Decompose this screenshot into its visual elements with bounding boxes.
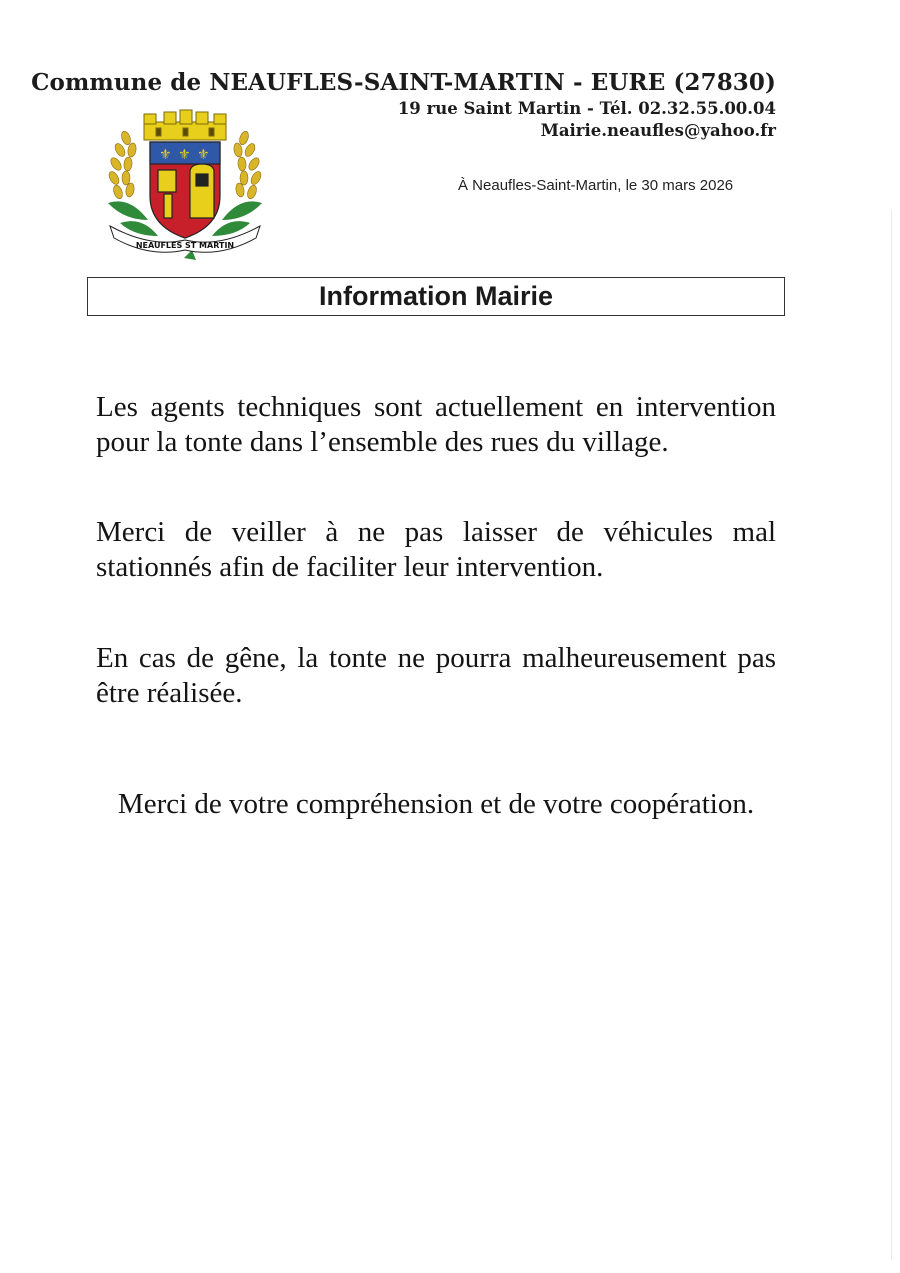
svg-text:⚜: ⚜: [197, 147, 210, 163]
shield-icon: [150, 142, 220, 238]
ribbon-text: NEAUFLES ST MARTIN: [135, 241, 235, 250]
commune-address: 19 rue Saint Martin - Tél. 02.32.55.00.04: [397, 99, 776, 118]
svg-text:⚜: ⚜: [159, 147, 172, 163]
commune-email: Mairie.neaufles@yahoo.fr: [540, 121, 776, 140]
notice-paragraph: Les agents techniques sont actuellement en intervention pour la tonte dans l’ensemble des rues du village.: [96, 391, 776, 458]
svg-text:⚜: ⚜: [178, 147, 191, 163]
notice-title-box: [87, 277, 785, 316]
date-line: À Neaufles-Saint-Martin, le 30 mars 2026: [458, 177, 734, 194]
commune-title: Commune de NEAUFLES-SAINT-MARTIN - EURE (27830): [31, 69, 776, 96]
mural-crown-icon: [144, 110, 226, 140]
notice-paragraph: Merci de veiller à ne pas laisser de véhicules mal stationnés afin de faciliter leur intervention.: [96, 516, 776, 583]
notice-paragraph: En cas de gêne, la tonte ne pourra malheureusement pas être réalisée.: [96, 642, 776, 709]
wheat-right-icon: [233, 130, 263, 200]
page-edge-shadow: [891, 210, 892, 1260]
commune-crest-logo: [100, 108, 270, 268]
closing-line: Merci de votre compréhension et de votre coopération.: [117, 788, 755, 820]
notice-title: Information Mairie: [318, 281, 554, 311]
wheat-left-icon: [107, 130, 137, 200]
